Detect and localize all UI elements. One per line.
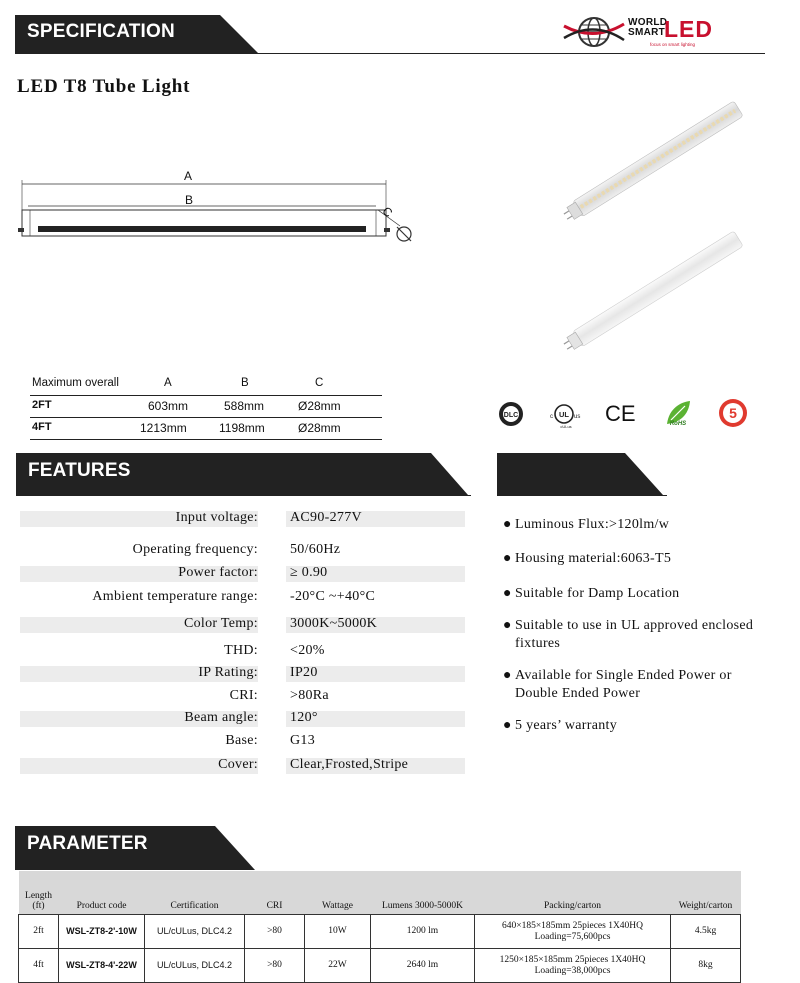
table-cell: 10W [305,915,371,949]
table-row: 4FT 1213mm 1198mm Ø28mm [32,421,341,435]
feature-spec-row [20,617,465,638]
feature-spec-row [20,666,465,687]
feature-spec-row [20,566,465,587]
dim-header-a: A [164,377,172,389]
feature-bullet-text: Suitable to use in UL approved enclosed fixtures [515,618,754,651]
feature-spec-label: Input voltage: [175,510,258,525]
feature-spec-value: -20°C ~+40°C [290,589,376,604]
feature-spec-row [20,689,465,710]
table-cell: 4.5kg [671,915,741,949]
features-rule [16,495,471,496]
feature-spec-row [20,734,465,755]
table-cell: WSL-ZT8-2'-10W [59,915,145,949]
dim-header-max: Maximum overall [32,377,119,389]
rohs-icon [663,398,693,433]
dim-header-c: C [315,377,324,389]
feature-spec-value: ≥ 0.90 [290,565,328,580]
feature-spec-row [20,543,465,564]
logo-word-smart: SMART [628,27,666,38]
table-cell: 640×185×185mm 25pieces 1X40HQ Loading=75,600pcs [475,915,671,949]
feature-bullet-text: 5 years’ warranty [515,718,618,733]
feature-spec-row [20,590,465,611]
bullet-dot-icon: ● [503,586,512,601]
table-row: 2FT 603mm 588mm Ø28mm [32,399,341,413]
feature-bullet-text: Suitable for Damp Location [515,586,680,601]
logo-word-world: WORLD [628,17,668,28]
feature-spec-label: Cover: [218,757,258,772]
feature-spec-label: Beam angle: [184,710,258,725]
param-header-weight: Weight/carton [671,871,741,915]
table-cell: 1200 lm [371,915,475,949]
feature-spec-value: Clear,Frosted,Stripe [290,757,409,772]
product-title: LED T8 Tube Light [17,76,191,97]
logo-word-led: LED [664,16,713,42]
param-header-code: Product code [59,871,145,915]
feature-bullet-text: Luminous Flux:>120lm/w [515,517,670,532]
svg-text:DLC: DLC [503,412,519,419]
dlc-icon [497,400,525,433]
param-header-wattage: Wattage [305,871,371,915]
bullet-dot-icon: ● [503,551,512,566]
tube-image-clear [555,95,745,235]
dimension-table [30,374,382,440]
specification-banner [15,15,260,53]
feature-bullet-text: Housing material:6063-T5 [515,551,672,566]
table-cell: UL/cULus, DLC4.2 [145,915,245,949]
svg-text:cULus: cULus [560,424,572,429]
feature-spec-value: AC90-277V [290,510,362,525]
feature-spec-value: >80Ra [290,688,329,703]
features-banner-right [497,453,667,491]
parameter-table-header [19,871,741,915]
feature-spec-label: Power factor: [178,565,258,580]
table-row [19,949,741,983]
feature-spec-row [20,711,465,732]
features-rule-right [497,495,667,496]
param-header-length: Length (ft) [19,871,59,915]
dimension-label-b: B [185,193,194,207]
param-header-packing: Packing/carton [475,871,671,915]
banner-shape [497,453,667,495]
logo-tagline: focus on smart lighting [650,42,696,47]
table-row [19,915,741,949]
feature-spec-label: Operating frequency: [132,542,258,557]
parameter-banner [15,826,260,864]
feature-spec-value: 3000K~5000K [290,616,378,631]
five-year-warranty-icon [717,397,749,434]
bullet-dot-icon: ● [503,718,512,733]
bullet-dot-icon: ● [503,618,512,633]
table-cell: 2640 lm [371,949,475,983]
feature-spec-label: Color Temp: [183,616,258,631]
svg-text:us: us [574,414,581,420]
feature-spec-label: Base: [225,733,258,748]
tube-image-frosted [555,225,745,365]
dim-header-b: B [241,377,249,389]
feature-spec-value: G13 [290,733,316,748]
feature-spec-label: Ambient temperature range: [92,589,258,604]
bullet-dot-icon: ● [503,668,512,683]
table-cell: 8kg [671,949,741,983]
brand-logo [562,14,712,54]
bullet-dot-icon: ● [503,517,512,532]
table-cell: WSL-ZT8-4'-22W [59,949,145,983]
dimension-label-a: A [184,169,193,183]
section-title-parameter: PARAMETER [27,833,148,854]
svg-text:5: 5 [729,405,737,421]
feature-spec-value: 50/60Hz [290,542,341,557]
svg-text:RoHS: RoHS [669,421,687,427]
dimension-label-c: C [379,203,396,221]
feature-spec-label: THD: [224,643,258,658]
features-banner [16,453,471,491]
table-cell: 22W [305,949,371,983]
table-cell: UL/cULus, DLC4.2 [145,949,245,983]
param-header-lumens: Lumens 3000-5000K [371,871,475,915]
section-title-specification: SPECIFICATION [27,21,175,42]
table-cell: 4ft [19,949,59,983]
tube-dimension-diagram [18,168,428,248]
parameter-table [18,871,741,983]
param-header-cert: Certification [145,871,245,915]
feature-bullet-text: Available for Single Ended Power or Double Ended Power [515,668,732,701]
feature-spec-label: CRI: [229,688,258,703]
feature-spec-value: <20% [290,643,325,658]
feature-spec-value: IP20 [290,665,318,680]
feature-spec-row [20,758,465,779]
feature-spec-value: 120° [290,710,318,725]
table-cell: >80 [245,949,305,983]
cul-us-classified-icon [544,396,588,435]
feature-spec-row [20,644,465,665]
svg-text:c: c [550,414,553,420]
feature-spec-label: IP Rating: [198,665,258,680]
table-cell: 2ft [19,915,59,949]
svg-text:UL: UL [559,410,569,419]
feature-spec-row [20,511,465,532]
section-title-features: FEATURES [28,460,131,481]
globe-logo-icon [562,16,626,48]
table-cell: 1250×185×185mm 25pieces 1X40HQ Loading=38,000pcs [475,949,671,983]
dimension-table-header [30,374,382,395]
table-cell: >80 [245,915,305,949]
param-header-cri: CRI [245,871,305,915]
ce-mark-icon: CE [605,401,636,426]
